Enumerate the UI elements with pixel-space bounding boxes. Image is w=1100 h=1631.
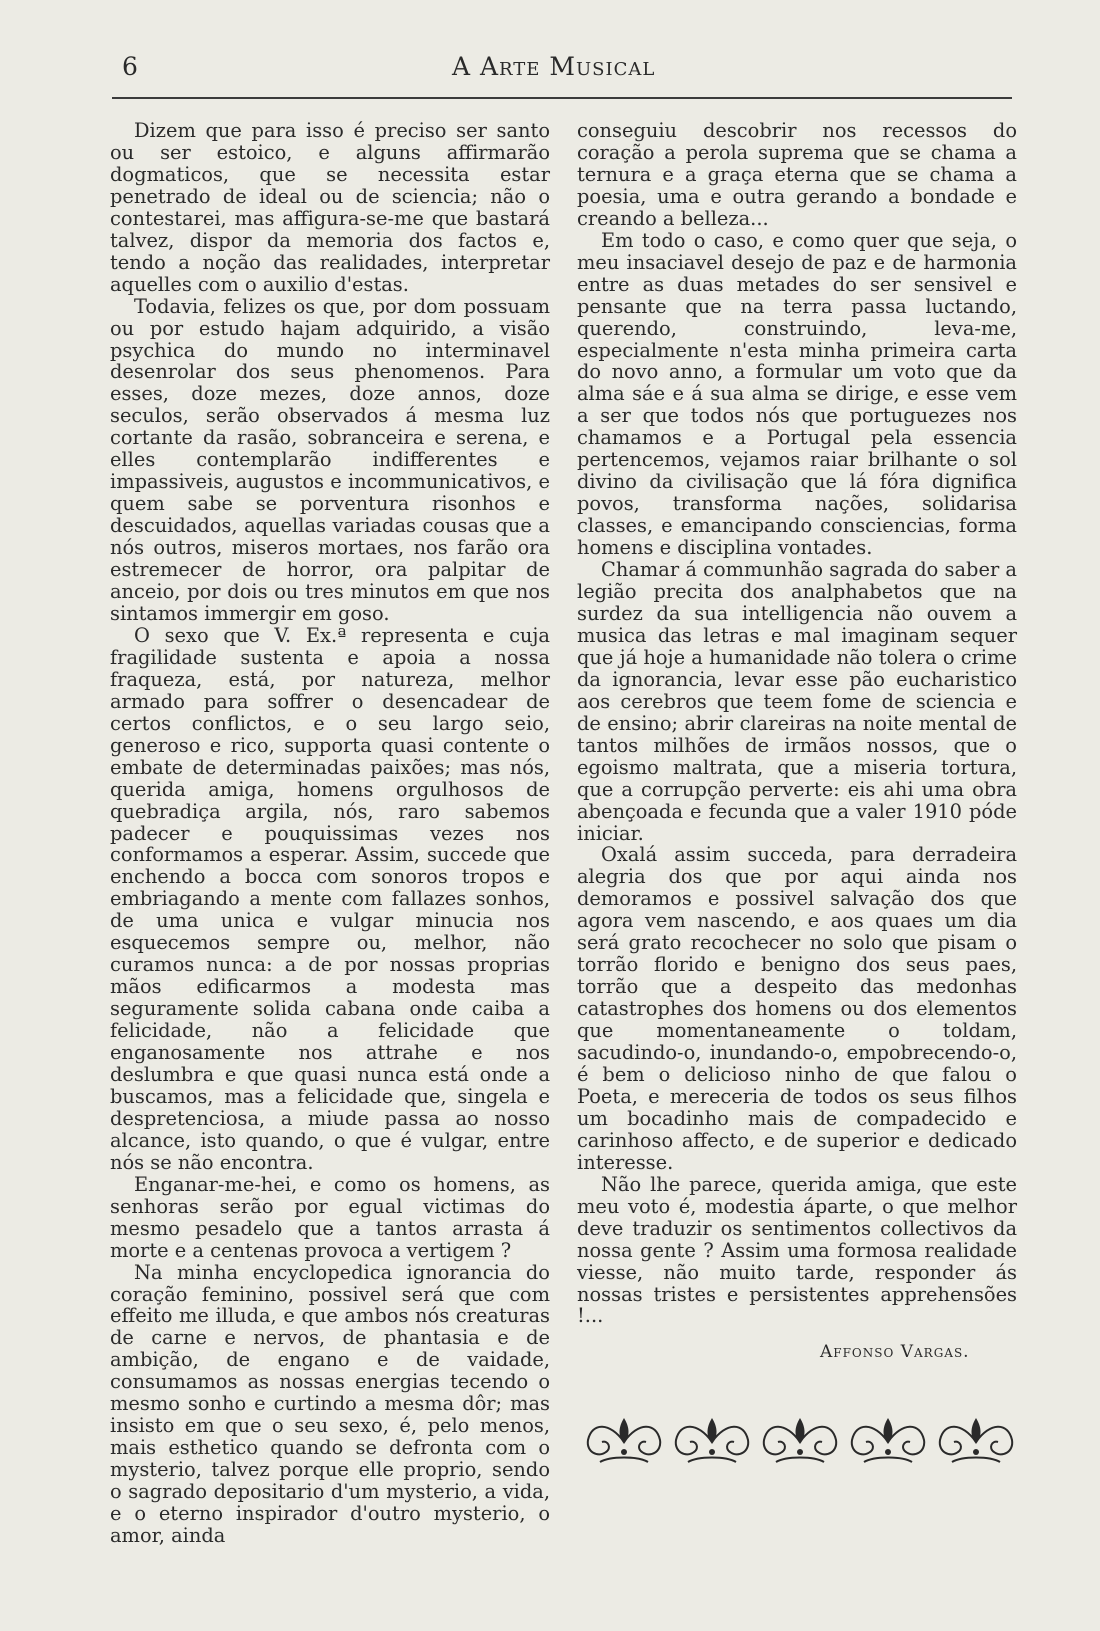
paragraph: Na minha encyclopedica ignorancia do coração feminino, possivel será que com effeito me illuda, e que ambos nós creaturas de carne e nervos, de phantasia e de ambição, de engano e de vaidade, consumamos as nossas energias tecendo o mesmo sonho e curtindo a mesma dôr; mas insisto em que o seu sexo, é, pelo menos, mais esthetico quando se defronta com o mysterio, talvez porque elle proprio, sendo o sagrado depositario d'um mysterio, a vida, e o eterno inspirador d'outro mysterio, o amor, ainda <box>110 1260 550 1547</box>
page-number: 6 <box>122 52 138 81</box>
paragraph: Todavia, felizes os que, por dom possuam ou por estudo hajam adquirido, a visão psychica do mundo no interminavel desenrolar dos seus phenomenos. Para esses, doze mezes, doze annos, doze seculos, serão observados á mesma luz cortante da rasão, sobranceira e serena, e elles contemplarão indifferentes e impassiveis, augustos e incommunicativos, e quem sabe se porventura risonhos e descuidados, aquellas variadas cousas que a nós outros, miseros mortaes, nos farão ora estremecer de horror, ora palpitar de anceio, por dois ou tres minutos em que nos sintamos immergir em goso. <box>110 294 550 625</box>
paragraph: O sexo que V. Ex.ª representa e cuja fragilidade sustenta e apoia a nossa fraqueza, está, por natureza, melhor armado para soffrer o desencadear de certos conflictos, e o seu largo seio, generoso e rico, supporta quasi contente o embate de determinadas paixões; mas nós, querida amiga, homens orgulhosos de quebradiça argila, nós, raro sabemos padecer e pouquissimas vezes nos conformamos a esperar. Assim, succede que enchendo a bocca com sonoros tropos e embriagando a mente com fallazes sonhos, de uma unica e vulgar minucia nos esquecemos sempre ou, melhor, não curamos nunca: a de por nossas proprias mãos edificarmos a modesta mas seguramente solida cabana onde caiba a felicidade, não a felicidade que enganosamente nos attrahe e nos deslumbra e que quasi nunca está onde a buscamos, mas a felicidade que, singela e despretenciosa, a miude passa ao nosso alcance, isto quando, o que é vulgar, entre nós se não encontra. <box>110 623 550 1174</box>
right-column <box>577 120 1017 1327</box>
page-header <box>112 52 1012 92</box>
paragraph: Em todo o caso, e como quer que seja, o meu insaciavel desejo de paz e de harmonia entre as duas metades do ser sensivel e pensante que na terra passa luctando, querendo, construindo, leva-me, especialmente n'esta minha primeira carta do novo anno, a formular um voto que da alma sáe e á sua alma se dirige, e esse vem a ser que todos nós que portuguezes nos chamamos e a Portugal pela essencia pertencemos, vejamos raiar brilhante o sol divino da civilisação que lá fóra dignifica povos, transforma nações, solidarisa classes, e emancipando consciencias, forma homens e disciplina vontades. <box>577 228 1017 560</box>
decorative-ornament <box>580 1412 1020 1472</box>
author-signature: Affonso Vargas. <box>820 1342 970 1362</box>
left-column <box>110 120 550 1547</box>
header-rule <box>112 97 1012 99</box>
paragraph: Enganar-me-hei, e como os homens, as senhoras serão por egual victimas do mesmo pesadelo que a tantos arrasta á morte e a centenas provoca a vertigem ? <box>110 1172 550 1262</box>
paragraph: Não lhe parece, querida amiga, que este meu voto é, modestia áparte, o que melhor deve traduzir os sentimentos collectivos da nossa gente ? Assim uma formosa realidade viesse, não muito tarde, responder ás nossas tristes e persistentes apprehensões !... <box>577 1172 1017 1328</box>
paragraph-continuation: conseguiu descobrir nos recessos do coração a perola suprema que se chama a ternura e a graça eterna que se chama a poesia, uma e outra gerando a bondade e creando a belleza... <box>577 119 1017 230</box>
paragraph: Oxalá assim succeda, para derradeira alegria dos que por aqui ainda nos demoramos e possivel salvação dos que agora vem nascendo, e aos quaes um dia será grato recochecer no solo que pisam o torrão florido e benigno dos seus paes, torrão que a despeito das medonhas catastrophes dos homens ou dos elementos que momentaneamente o toldam, sacudindo-o, inundando-o, empobrecendo-o, é bem o delicioso ninho de que falou o Poeta, e mereceria de todos os seus filhos um bocadinho mais de compadecido e carinhoso affecto, e de superior e dedicado interesse. <box>577 843 1017 1174</box>
running-head-title: A Arte Musical <box>452 52 656 81</box>
paragraph: Chamar á communhão sagrada do saber a legião precita dos analphabetos que na surdez da sua intelligencia não ouvem a musica das letras e mal imaginam sequer que já hoje a humanidade não tolera o crime da ignorancia, levar esse pão eucharistico aos cerebros que teem fome de sciencia e de ensino; abrir clareiras na noite mental de tantos milhões de irmãos nossos, que o egoismo maltrata, que a miseria tortura, que a corrupção perverte: eis ahi uma obra abençoada e fecunda que a valer 1910 póde iniciar. <box>577 558 1017 845</box>
paragraph: Dizem que para isso é preciso ser santo ou ser estoico, e alguns affirmarão dogmaticos, que se necessita estar penetrado de ideal ou de sciencia; não o contestarei, mas affigura-se-me que bastará talvez, dispor da memoria dos factos e, tendo a noção das realidades, interpretar aquelles com o auxilio d'estas. <box>110 119 550 296</box>
